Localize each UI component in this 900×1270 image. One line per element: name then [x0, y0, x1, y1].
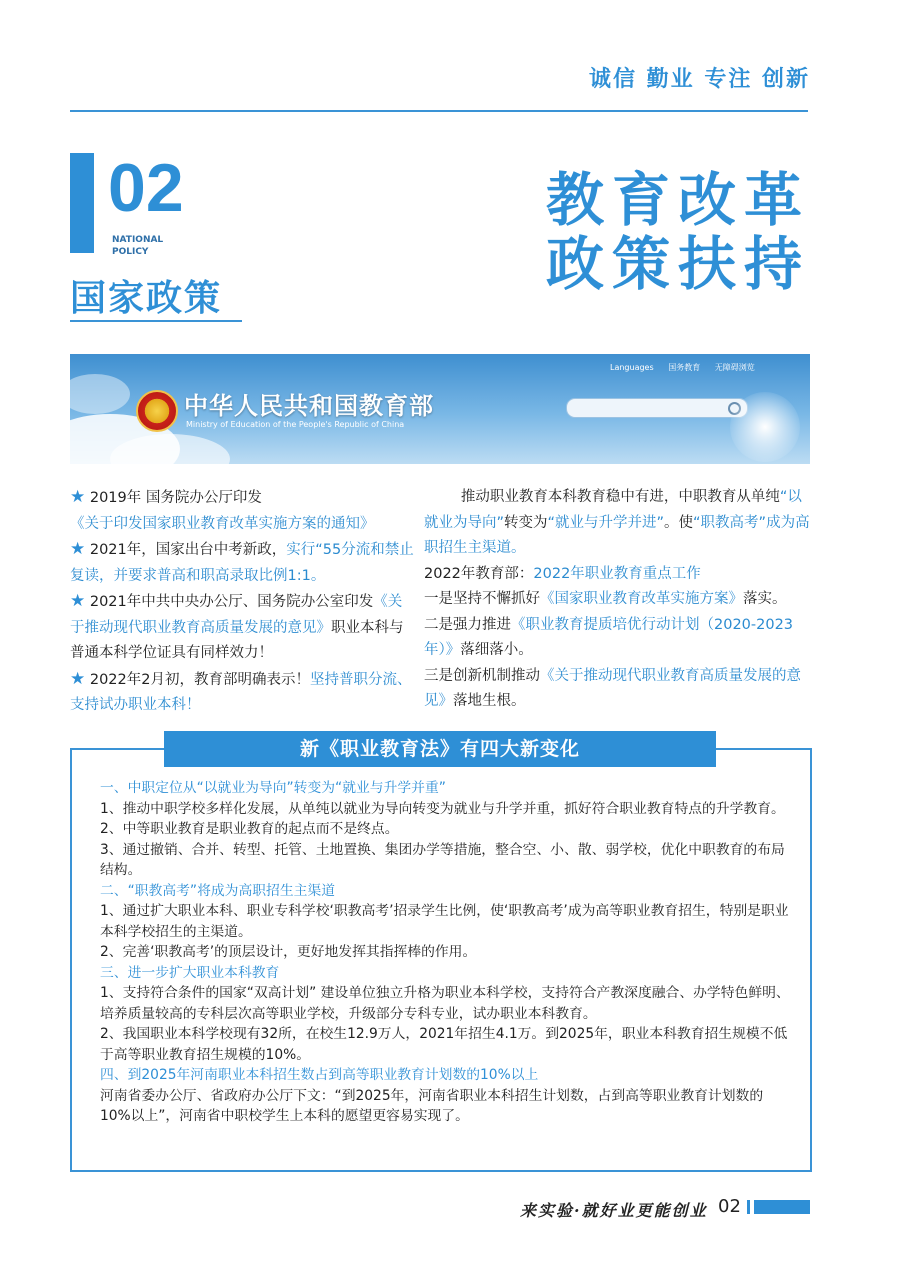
- para-text: 三是创新机制推动: [424, 667, 540, 684]
- moe-2022-priorities: [424, 485, 814, 715]
- star-icon: ★: [70, 539, 86, 559]
- star-icon: ★: [70, 487, 86, 507]
- paragraph: [424, 587, 814, 613]
- para-text: 落实。: [743, 591, 787, 607]
- dandelion-decoration: [730, 392, 800, 462]
- banner-links: [610, 362, 755, 373]
- footer-motto: 来实验·就好业更能创业: [520, 1201, 708, 1220]
- banner-search-box: [566, 398, 748, 418]
- para-highlight: “职教高考”成为高职招生主渠道。: [424, 514, 810, 556]
- headline-line2: 政策扶持: [545, 230, 810, 298]
- headline: [546, 168, 810, 296]
- item-highlight: 实行“55分流和禁止复读，并要求普高和职高录取比例1:1。: [70, 542, 414, 584]
- para-highlight: 《职业教育提质培优行动计划（2020-2023年）》: [424, 616, 794, 658]
- banner-title-cn: 中华人民共和国教育部: [184, 392, 434, 420]
- headline-line1: 教育改革: [545, 166, 810, 234]
- section-label-en-line2: POLICY: [112, 247, 149, 257]
- item-text: 2022年2月初，教育部明确表示！: [85, 671, 310, 688]
- law-paragraph: 2、中等职业教育是职业教育的起点而不是终点。: [100, 821, 399, 837]
- law-paragraph: 河南省委办公厅、省政府办公厅下文：“到2025年，河南省职业本科招生计划数，占到高等职业教育计划数的10%以上”，河南省中职校学生上本科的愿望更容易实现了。: [100, 1087, 764, 1124]
- law-heading-3: 三、进一步扩大职业本科教育: [100, 964, 280, 981]
- banner-link-2: 国务教育: [668, 363, 701, 372]
- law-heading-1: 一、中职定位从“以就业为导向”转变为“就业与升学并重”: [100, 780, 446, 796]
- section-title-underline: [70, 320, 242, 322]
- moe-banner-image: [70, 354, 810, 464]
- para-text: 落细落小。: [460, 642, 533, 658]
- paragraph: [424, 562, 814, 588]
- policy-timeline: [70, 485, 415, 719]
- item-highlight: 《关于推动现代职业教育高质量发展的意见》: [70, 594, 403, 636]
- item-text: 2021年中共中央办公厅、国务院办公室印发: [85, 594, 374, 610]
- national-emblem-icon: [136, 390, 178, 432]
- item-text: 职业本科与普通本科学位证具有同样效力！: [70, 619, 404, 661]
- item-highlight: 坚持普职分流、支持试办职业本科！: [70, 671, 412, 713]
- law-paragraph: 3、通过撤销、合并、转型、托管、土地置换、集团办学等措施，整合空、小、散、弱学校，优化中职教育的布局结构。: [100, 841, 785, 878]
- law-paragraph: 2、我国职业本科学校现有32所，在校生12.9万人，2021年招生4.1万。到2025年，职业本科教育招生规模不低于高等职业教育招生规模的10%。: [100, 1026, 788, 1063]
- list-item: [70, 667, 415, 719]
- footer-tick: [747, 1200, 750, 1214]
- law-paragraph: 1、通过扩大职业本科、职业专科学校‘职教高考’招录学生比例，使‘职教高考’成为高等职业教育招生，特别是职业本科学校招生的主渠道。: [100, 903, 789, 940]
- para-highlight: 《国家职业教育改革实施方案》: [540, 591, 743, 607]
- law-paragraph: 2、完善‘职教高考’的顶层设计，更好地发挥其指挥棒的作用。: [100, 944, 477, 960]
- section-title: 国家政策: [70, 278, 223, 319]
- footer-accent-bar: [754, 1200, 810, 1214]
- law-heading-2: 二、“职教高考”将成为高职招生主渠道: [100, 882, 336, 899]
- paragraph: [424, 613, 814, 664]
- law-paragraph: 1、支持符合条件的国家“双高计划” 建设单位独立升格为职业本科学校，支持符合产教深度融合、办学特色鲜明、培养质量较高的专科层次高等职业学校，升级部分专科专业，试办职业本科教育。: [100, 985, 790, 1022]
- list-item: [70, 485, 415, 537]
- banner-link-accessibility: 无障碍浏览: [714, 363, 755, 372]
- law-heading-4: 四、到2025年河南职业本科招生数占到高等职业教育计划数的10%以上: [100, 1067, 539, 1083]
- law-box-body: [100, 778, 790, 1127]
- list-item: [70, 537, 415, 589]
- star-icon: ★: [70, 591, 86, 611]
- para-highlight: 《关于推动现代职业教育高质量发展的意见》: [424, 667, 801, 709]
- section-number: 02: [108, 150, 184, 226]
- para-text: 一是坚持不懈抓好: [424, 591, 540, 607]
- para-text: 转变为: [504, 514, 548, 531]
- para-text: 落地生根。: [453, 693, 526, 709]
- list-item: [70, 589, 415, 667]
- para-highlight: “以就业为导向”: [424, 489, 802, 531]
- section-label-en: [112, 234, 163, 258]
- banner-title-en: Ministry of Education of the People's Republic of China: [186, 420, 405, 429]
- section-label-en-line1: NATIONAL: [112, 235, 164, 245]
- para-text: 2022年教育部：: [424, 565, 534, 582]
- para-highlight: 2022年职业教育重点工作: [533, 565, 701, 582]
- item-highlight: 《关于印发国家职业教育改革实施方案的通知》: [70, 515, 375, 532]
- top-divider: [70, 110, 808, 112]
- para-text: 推动职业教育本科教育稳中有进，中职教育从单纯: [424, 489, 780, 505]
- banner-link-languages: Languages: [610, 363, 654, 372]
- item-text: 2019年 国务院办公厅印发: [85, 490, 262, 506]
- slogan: 诚信 勤业 专注 创新: [589, 67, 810, 92]
- item-text: 2021年，国家出台中考新政，: [85, 542, 287, 558]
- law-box-title: 新《职业教育法》有四大新变化: [164, 731, 716, 767]
- para-text: 二是强力推进: [424, 616, 511, 633]
- law-paragraph: 1、推动中职学校多样化发展，从单纯以就业为导向转变为就业与升学并重，抓好符合职业教育特点的升学教育。: [100, 800, 785, 817]
- paragraph: [424, 485, 814, 562]
- para-text: 。使: [664, 514, 694, 531]
- page-number: 02: [718, 1196, 741, 1217]
- star-icon: ★: [70, 668, 86, 689]
- paragraph: [424, 664, 814, 715]
- para-highlight: “就业与升学并进”: [547, 514, 665, 531]
- section-accent-bar: [70, 153, 94, 253]
